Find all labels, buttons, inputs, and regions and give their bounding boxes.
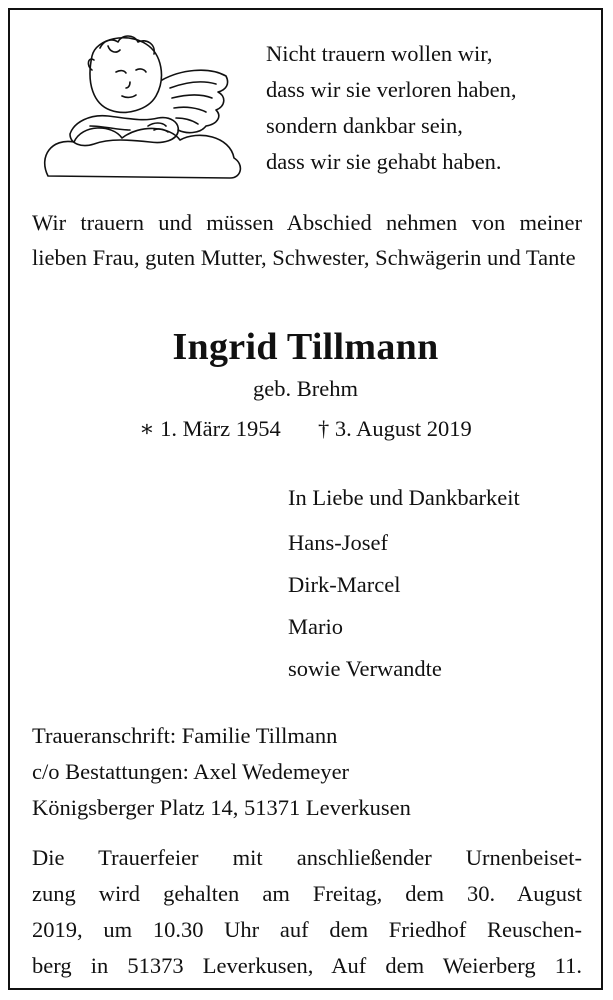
ceremony-line: 2019, um 10.30 Uhr auf dem Friedhof Reuschen- [32,917,582,942]
funeral-ceremony-info [32,840,582,984]
obituary-notice [10,10,601,988]
notice-border [8,8,603,990]
mourners-heading: In Liebe und Dankbarkeit [288,485,520,510]
ceremony-line: berg in 51373 Leverkusen, Auf dem Weierberg 11. [32,953,582,978]
life-dates [10,416,601,442]
quote-line: dass wir sie verloren haben, [266,77,517,102]
mourning-address [32,718,411,826]
ceremony-line: zung wird gehalten am Freitag, dem 30. August [32,881,582,906]
mourners-block [288,480,520,690]
birth-star-icon: ∗ [139,416,155,441]
quote-line: dass wir sie gehabt haben. [266,149,502,174]
mourner-name: Mario [288,614,343,639]
maiden-name: geb. Brehm [253,376,358,401]
mourner-name: sowie Verwandte [288,656,442,681]
mourner-name: Dirk-Marcel [288,572,401,597]
death-date: 3. August 2019 [334,416,472,441]
intro-text: Wir trauern und müssen Abschied nehmen von meiner lieben Frau, guten Mutter, Schwester, Schwägerin und Tante [32,210,582,270]
address-line: Traueranschrift: Familie Tillmann [32,723,338,748]
birth-date: 1. März 1954 [160,416,281,441]
deceased-name: Ingrid Tillmann [172,326,439,368]
address-line: c/o Bestattungen: Axel Wedemeyer [32,759,350,784]
quote-line: sondern dankbar sein, [266,113,463,138]
mourner-name: Hans-Josef [288,530,388,555]
quote-line: Nicht trauern wollen wir, [266,41,493,66]
death-cross-icon: † [318,416,330,441]
cherub-angel-icon [30,26,250,186]
address-line: Königsberger Platz 14, 51371 Leverkusen [32,795,411,820]
ceremony-line: Die Trauerfeier mit anschließender Urnenbeiset- [32,845,582,870]
quote-verse [266,36,586,180]
